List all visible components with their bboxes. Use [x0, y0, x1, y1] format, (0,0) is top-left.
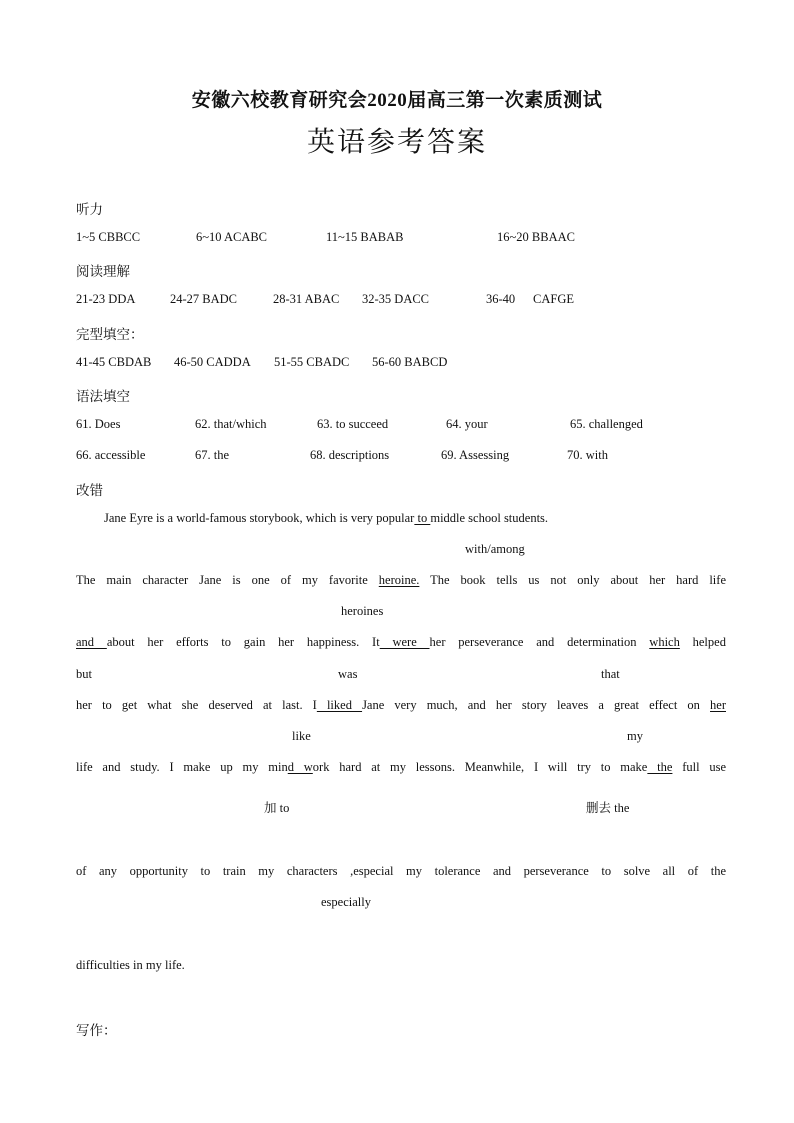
error-mark: her — [710, 698, 726, 712]
section-label-correction: 改错 — [76, 483, 103, 498]
correction-line-5 — [76, 760, 726, 775]
text-segment: The main character Jane is one of my favorite — [76, 573, 379, 587]
answer-group: 21-23 DDA — [76, 292, 136, 306]
answer-group: 32-35 DACC — [362, 292, 430, 306]
answer-group: 24-27 BADC — [170, 292, 238, 306]
insert-mark: d w — [287, 760, 313, 774]
correction-line-3 — [76, 635, 726, 650]
correction-note: with/among — [465, 542, 525, 556]
correction-line-6: of any opportunity to train my characters ,especial my tolerance and perseverance to solve all of the — [76, 864, 726, 878]
text-segment: middle school students. — [430, 511, 549, 525]
section-label-listening: 听力 — [76, 202, 103, 217]
text-segment: her to get what she deserved at last. I — [76, 698, 317, 712]
answer-item: 61. Does — [76, 417, 121, 431]
correction-line-7: difficulties in my life. — [76, 958, 185, 972]
correction-note: like — [292, 729, 311, 743]
text-segment: Jane very much, and her story leaves a great effect on — [362, 698, 711, 712]
text-segment: helped — [679, 635, 726, 649]
error-mark: liked — [316, 698, 363, 712]
answer-group: 28-31 ABAC — [273, 292, 340, 306]
section-label-cloze: 完型填空： — [76, 327, 144, 342]
answer-group: 36-40 — [486, 292, 516, 306]
correction-note: 加 to — [264, 801, 290, 815]
error-mark: which — [649, 635, 680, 649]
answer-group: 51-55 CBADC — [274, 355, 350, 369]
answer-item: 66. accessible — [76, 448, 146, 462]
text-segment: her perseverance and determination — [429, 635, 650, 649]
correction-note: but — [76, 667, 92, 681]
document-title: 安徽六校教育研究会2020届高三第一次素质测试 — [191, 90, 603, 111]
correction-note: heroines — [341, 604, 384, 618]
answer-item: 65. challenged — [570, 417, 643, 431]
error-mark: and — [76, 635, 107, 649]
answer-group: 6~10 ACABC — [196, 230, 268, 244]
answer-group: 1~5 CBBCC — [76, 230, 141, 244]
correction-note: 删去 the — [586, 801, 630, 815]
answer-item: 63. to succeed — [317, 417, 389, 431]
document-subtitle: 英语参考答案 — [306, 127, 487, 158]
error-mark: to — [414, 511, 431, 525]
section-label-reading: 阅读理解 — [76, 264, 130, 279]
error-mark: heroine. — [378, 573, 420, 587]
text-segment: ork hard at my lessons. Meanwhile, I will try to make — [312, 760, 648, 774]
section-label-grammar: 语法填空 — [76, 389, 130, 404]
answer-item: 70. with — [567, 448, 608, 462]
answer-item: 67. the — [195, 448, 230, 462]
answer-group: 56-60 BABCD — [372, 355, 448, 369]
answer-item: 68. descriptions — [310, 448, 390, 462]
correction-line-4 — [76, 698, 726, 713]
section-label-writing: 写作： — [76, 1023, 117, 1038]
text-segment: life and study. I make up my min — [76, 760, 288, 774]
answer-item: 69. Assessing — [441, 448, 510, 462]
answer-group: 16~20 BBAAC — [497, 230, 575, 244]
correction-note: was — [338, 667, 358, 681]
error-mark: were — [379, 635, 430, 649]
correction-note: my — [627, 729, 643, 743]
text-segment: Jane Eyre is a world-famous storybook, which is very popular — [104, 511, 415, 525]
correction-note: especially — [321, 895, 371, 909]
correction-line-1 — [104, 511, 548, 526]
correction-line-2 — [76, 573, 726, 588]
correction-note: that — [601, 667, 620, 681]
answer-group: 41-45 CBDAB — [76, 355, 152, 369]
text-segment: full use — [672, 760, 727, 774]
answer-group: 46-50 CADDA — [174, 355, 251, 369]
text-segment: The book tells us not only about her hard life — [419, 573, 726, 587]
text-segment: about her efforts to gain her happiness. It — [106, 635, 380, 649]
answer-group: CAFGE — [533, 292, 574, 306]
answer-group: 11~15 BABAB — [326, 230, 404, 244]
error-mark: the — [647, 760, 673, 774]
answer-item: 62. that/which — [195, 417, 267, 431]
answer-item: 64. your — [446, 417, 488, 431]
